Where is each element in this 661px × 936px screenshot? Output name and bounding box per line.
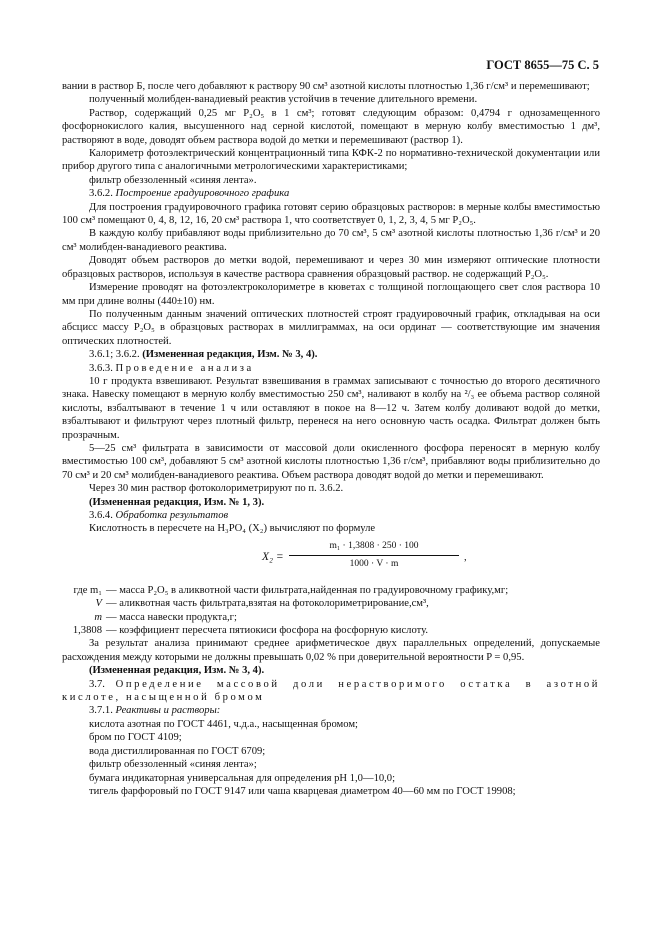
definition-row	[62, 611, 600, 624]
paragraph: 5—25 см³ фильтрата в зависимости от массовой доли окисленного фосфора переносят в мерную колбу вместимостью 100 см³, добавляют 5 см³ азотной кислоты плотностью 1,36 г/см³, прибавляют воды приблизительно до 70 см³ и 20 см³ молибден-ванадиевого реактива. Объем раствора доводят водой до метки и перемешивают.	[62, 442, 600, 481]
section-number: 3.7.1.	[89, 705, 113, 717]
paragraph: вании в раствор Б, после чего добавляют к раствору 90 см³ азотной кислоты плотностью 1,36 г/см³ и перемешивают;	[62, 81, 590, 92]
section-title: Определение массовой доли нерастворимого остатка в азотной кислоте, насыщенной бромом	[62, 678, 600, 704]
definition-symbol: где m₁	[73, 584, 102, 596]
paragraph: Через 30 мин раствор фотоколориметрируют по п. 3.6.2.	[89, 483, 344, 495]
amendment-note: (Измененная редакция, Изм. № 3, 4).	[89, 665, 265, 677]
section-number: 3.6.1; 3.6.2.	[89, 349, 140, 361]
paragraph: Калориметр фотоэлектрический концентрационный типа КФК-2 по нормативно-технической документации или прибор другого типа с аналогичными метрологическими характеристиками;	[62, 148, 600, 173]
paragraph: Измерение проводят на фотоэлектроколориметре в кюветах с толщиной поглощающего свет слоя раствора 10 мм при длине волны (440±10) нм.	[62, 282, 600, 307]
section-heading	[62, 678, 600, 705]
section-heading	[62, 187, 600, 200]
section-title: Проведение анализа	[115, 362, 254, 374]
amendment-note: (Измененная редакция, Изм. № 1, 3).	[89, 496, 265, 508]
definition-row	[62, 624, 600, 637]
list-item: вода дистиллированная по ГОСТ 6709;	[89, 745, 266, 757]
list-item: кислота азотная по ГОСТ 4461, ч.д.а., насыщенная бромом;	[89, 718, 359, 730]
formula-lhs: X₂ =	[262, 550, 284, 563]
paragraph: В каждую колбу прибавляют воды приблизительно до 70 см³, 5 см³ азотной кислоты плотностью 1,36 г/см³ и 20 см³ молибден-ванадиевого реактива.	[62, 228, 600, 253]
list-item: тигель фарфоровый по ГОСТ 9147 или чаша кварцевая диаметром 40—60 мм по ГОСТ 19908;	[89, 785, 516, 797]
page-header: ГОСТ 8655—75 С. 5	[486, 58, 599, 72]
section-number: 3.6.4.	[89, 510, 113, 521]
definition-row	[62, 597, 600, 610]
section-heading	[62, 509, 600, 522]
paragraph: Раствор, содержащий 0,25 мг P₂O₅ в 1 см³; готовят следующим образом: 0,4794 г однозамещенного фосфорнокислого калия, высушенного над серной кислотой, помещают в мерную колбу вместимостью 1 дм³, растворяют в воде, доводят объем раствора водой до метки и перемешивают (раствор 1).	[62, 107, 600, 146]
section-title: Построение градуировочного графика	[115, 188, 290, 200]
section-title: Реактивы и растворы:	[115, 705, 221, 717]
definition-symbol: 1,3808	[72, 625, 102, 637]
paragraph: фильтр обеззоленный «синяя лента».	[89, 174, 257, 186]
section-heading	[62, 704, 600, 717]
paragraph: Для построения градуировочного графика готовят серию образцовых растворов: в мерные колбы вместимостью 100 см³ помещают 0, 4, 8, 12, 16, 20 см³ раствора 1, что соответствует 0, 1, 2, 3, 4, 5 мг P₂O₅.	[62, 201, 600, 227]
section-number: 3.6.2.	[89, 188, 113, 200]
formula-fraction	[289, 540, 459, 572]
definition-text: — масса P₂O₅ в аликвотной части фильтрата,найденная по градуировочному графику,мг;	[106, 584, 509, 596]
document-body	[62, 80, 600, 798]
paragraph: полученный молибден-ванадиевый реактив устойчив в течение длительного времени.	[89, 94, 478, 106]
paragraph: За результат анализа принимают среднее арифметическое двух параллельных определений, допускаемые расхождения между которыми не должны превышать 0,02 % при доверительной вероятности P = 0,95.	[62, 638, 600, 663]
formula-tail: ,	[464, 551, 467, 563]
section-title: Обработка результатов	[115, 510, 229, 521]
definition-text: — аликвотная часть фильтрата,взятая на фотоколориметрирование,см³,	[106, 598, 429, 610]
formula-numerator: m₁ · 1,3808 · 250 · 100	[289, 540, 459, 556]
definition-row	[62, 584, 600, 597]
formula-denominator: 1000 · V · m	[349, 559, 399, 570]
definition-symbol: m	[94, 611, 102, 623]
amendment-text: (Измененная редакция, Изм. № 3, 4).	[142, 349, 318, 361]
paragraph: Доводят объем растворов до метки водой, перемешивают и через 30 мин измеряют оптические плотности образцовых растворов, используя в качестве раствора сравнения образцовый раствор. не содержащий P₂O₅.	[62, 255, 600, 280]
section-number: 3.7.	[89, 678, 105, 690]
formula	[62, 538, 600, 582]
paragraph: 10 г продукта взвешивают. Результат взвешивания в граммах записывают с точностью до второго десятичного знака. Навеску помещают в мерную колбу вместимостью 250 см³, наливают в колбу на ²/₃ ее объема раствор соляной кислоты, взбалтывают в течение 1 ч или оставляют в покое на 8—12 ч. Затем колбу доливают водой до метки, взбалтывают и фильтруют через плотный фильтр, перенеся на него основную часть осадка. Фильтрат должен быть прозрачным.	[62, 375, 600, 441]
definition-text: — коэффициент пересчета пятиокиси фосфора на фосфорную кислоту.	[106, 625, 428, 637]
paragraph: По полученным данным значений оптических плотностей строят градуировочный график, откладывая на оси абсцисс массу P₂O₅ в образцовых растворах в миллиграммах, на оси ординат — соответствующие им значения оптических плотностей.	[62, 308, 600, 347]
definition-symbol: V	[95, 598, 102, 610]
formula-definitions	[62, 584, 600, 638]
list-item: фильтр обеззоленный «синяя лента»;	[89, 759, 257, 771]
amendment-note	[62, 348, 600, 361]
list-item: бром по ГОСТ 4109;	[89, 732, 182, 744]
section-number: 3.6.3.	[89, 362, 113, 374]
list-item: бумага индикаторная универсальная для определения pH 1,0—10,0;	[89, 772, 396, 784]
definition-text: — масса навески продукта,г;	[106, 611, 237, 623]
paragraph: Кислотность в пересчете на H₃PO₄ (X₂) вычисляют по формуле	[89, 523, 376, 535]
section-heading	[62, 362, 600, 375]
